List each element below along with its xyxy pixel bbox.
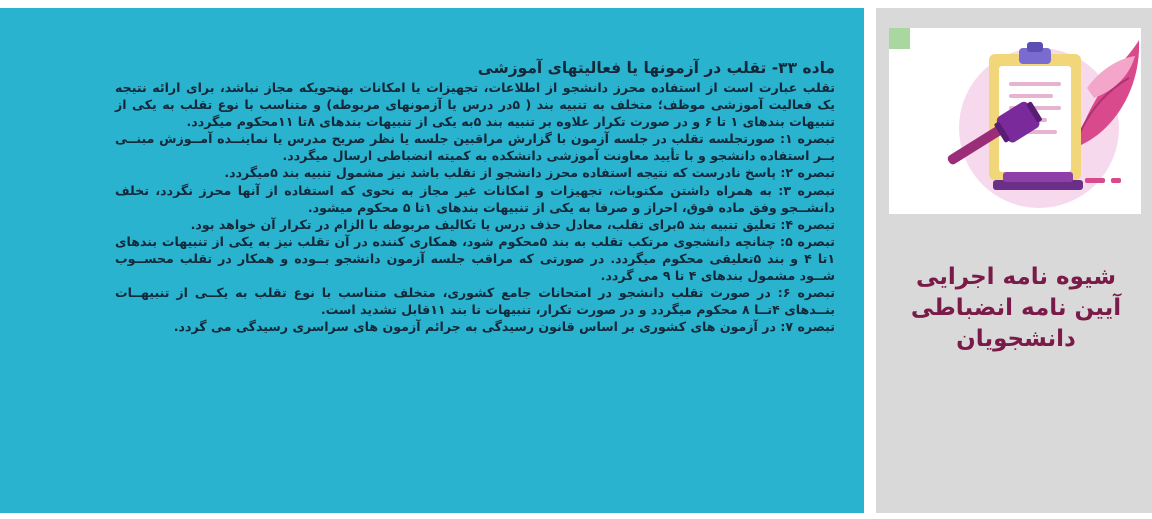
note-7: تبصره ۷: در آزمون های کشوری بر اساس قانون رسیدگی به جرائم آزمون های سراسری رسیدگی می گردد. [173,319,835,335]
sidebar-title-line-3: دانشجویان [956,326,1076,352]
note-5: تبصره ۵: چنانچه دانشجوی مرتکب تقلب به بند ۵محکوم شود، همکاری کننده در آن تقلب نیز به یکی از تنبیهات بندهای ۱تا ۴ و بند ۵تعلیقی محکوم میگردد. در صورتی که مراقب جلسه آزمون دانشجو بــوده و همکار در تقلب محســوب شــود مشمول بندهای ۴ تا ۹ می گردد. [115,233,835,284]
note-3: تبصره ۳: به همراه داشتن مکتوبات، تجهیزات و امکانات غیر مجاز به نحوی که استفاده از آنها محرز نگردد، تخلف دانشــجو وفق ماده فوق، احراز و صرفا به یکی از تنبیهات بندهای ۱تا ۵ محکوم میشود. [115,182,836,215]
note-1: تبصره ۱: صورتجلسه تقلب در جلسه آزمون با گزارش مراقبین جلسه یا نظر صریح مدرس یا نماینــده آمــوزش مبنــی بــر استفاده دانشجو و با تأیید معاونت آموزشی دانشکده به کمیته انضباطی ارسال میگردد. [115,131,835,164]
article-body [115,58,835,335]
clipboard-gavel-icon [889,28,1141,214]
note-2: تبصره ۲: پاسخ نادرست که نتیجه استفاده محرز دانشجو از تقلب باشد نیز مشمول تنبیه بند ۵میگردد. [224,165,835,181]
sidebar-title [888,262,1144,355]
article-paragraph: تقلب عبارت است از استفاده محرز دانشجو از اطلاعات، تجهیزات یا امکانات بهنحویکه مجاز نباشد، برای ارائه نتیجه یک فعالیت آموزشی موظف؛ متخلف به تنبیه بند ( ۵در درس یا آزمونهای مربوطه) و متناسب با نوع تقلب به یکی از تنبیهات بندهای ۱ تا ۶ و در صورت تکرار علاوه بر تنبیه بند ۵به یکی از تنبیهات بندهای ۸تا ۱۱محکوم میگردد. [115,80,835,130]
note-4: تبصره ۴: تعلیق تنبیه بند ۵برای تقلب، معادل حذف درس یا تکالیف مربوطه با الزام در تکرار آن خواهد بود. [190,216,835,232]
article-heading: ماده ۳۳- تقلب در آزمونها یا فعالیتهای آموزشی [477,59,835,77]
sidebar-title-line-1: شیوه نامه اجرایی [915,264,1117,290]
sidebar-title-line-2: آیین نامه انضباطی [910,295,1122,321]
note-6: تبصره ۶: در صورت تقلب دانشجو در امتحانات جامع کشوری، متخلف متناسب با نوع تقلب به یکــی از تنبیهــات بنــدهای ۴تــا ۸ محکوم میگردد و در صورت تکرار، تنبیهات تا بند ۱۱قابل تشدید است. [115,285,835,318]
illustration-card [889,28,1141,214]
